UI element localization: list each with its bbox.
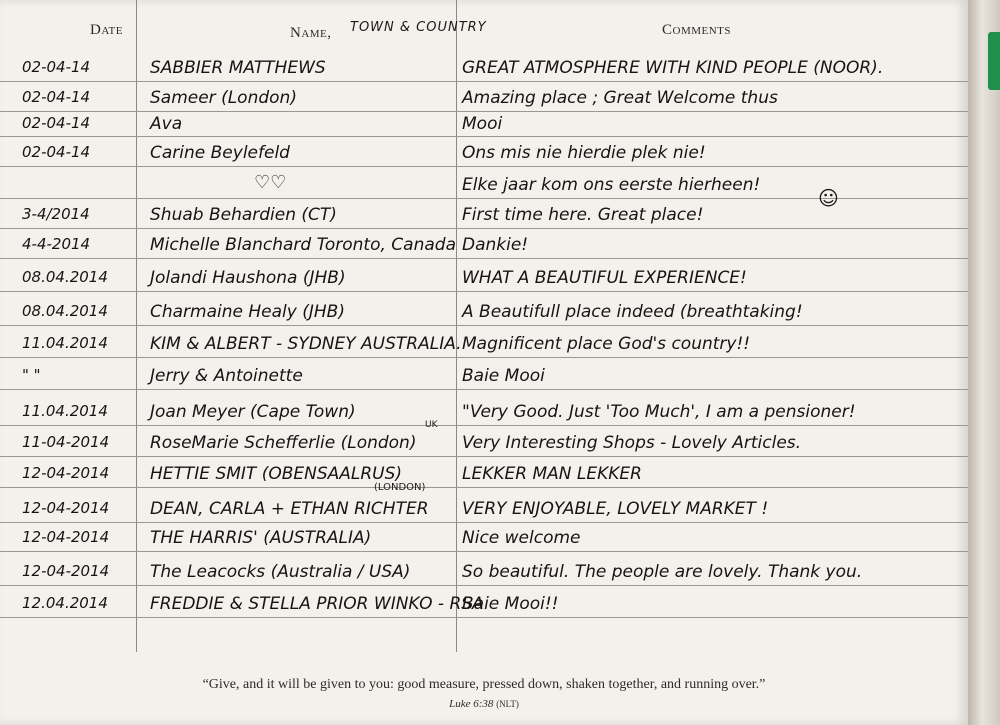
entry-row xyxy=(0,52,968,82)
entry-comment: Dankie! xyxy=(462,235,529,255)
entry-comment: GREAT ATMOSPHERE WITH KIND PEOPLE (NOOR). xyxy=(462,58,884,78)
entry-comment: Ons mis nie hierdie plek nie! xyxy=(462,143,706,163)
entry-comment: "Very Good. Just 'Too Much', I am a pensioner! xyxy=(462,402,856,422)
header-name: Name, xyxy=(290,25,332,41)
entry-row xyxy=(0,326,968,358)
book-page-edge xyxy=(968,0,1000,725)
scripture-version: (NLT) xyxy=(496,699,519,709)
column-header xyxy=(0,0,968,52)
entry-name: FREDDIE & STELLA PRIOR WINKO - RSA xyxy=(150,594,484,614)
entry-name: Shuab Behardien (CT) xyxy=(150,205,337,225)
entry-date: 12-04-2014 xyxy=(22,528,110,546)
scripture-quote: “Give, and it will be given to you: good measure, pressed down, shaken together, and running over.” xyxy=(202,677,766,692)
entry-name: Joan Meyer (Cape Town) xyxy=(150,402,356,422)
entry-row xyxy=(0,488,968,523)
green-bookmark-tab xyxy=(988,32,1000,90)
entry-comment: WHAT A BEAUTIFUL EXPERIENCE! xyxy=(462,268,747,288)
entry-date: 4-4-2014 xyxy=(22,235,91,253)
entry-comment: First time here. Great place! xyxy=(462,205,704,225)
entry-name: THE HARRIS' (AUSTRALIA) xyxy=(150,528,372,548)
entry-date: 02-04-14 xyxy=(22,58,91,76)
entry-row xyxy=(0,229,968,259)
entry-name: RoseMarie Schefferlie (London) xyxy=(150,433,417,453)
entry-date: 3-4/2014 xyxy=(22,205,90,223)
entry-name: Carine Beylefeld xyxy=(150,143,290,163)
entry-name: Sameer (London) xyxy=(150,88,297,108)
entry-date: 08.04.2014 xyxy=(22,268,108,286)
entry-row xyxy=(0,426,968,457)
entry-row xyxy=(0,457,968,488)
heart-doodle: ♡♡ xyxy=(254,172,287,193)
entry-name: Jerry & Antoinette xyxy=(150,366,303,386)
entry-row xyxy=(0,523,968,552)
entry-comment: Amazing place ; Great Welcome thus xyxy=(462,88,778,108)
scripture-ref: Luke 6:38 xyxy=(449,698,494,710)
scripture-reference xyxy=(0,698,968,710)
entry-date: 02-04-14 xyxy=(22,88,91,106)
entry-comment: So beautiful. The people are lovely. Thank you. xyxy=(462,562,863,582)
entry-comment: Baie Mooi!! xyxy=(462,594,559,614)
entry-date: 12-04-2014 xyxy=(22,499,110,517)
entry-date: " " xyxy=(22,366,41,384)
entry-row xyxy=(0,586,968,618)
entry-comment: Baie Mooi xyxy=(462,366,545,386)
entry-comment: Mooi xyxy=(462,114,503,134)
entry-name: Michelle Blanchard Toronto, Canada xyxy=(150,235,456,255)
entry-date: 12.04.2014 xyxy=(22,594,108,612)
entry-row xyxy=(0,112,968,137)
entry-row xyxy=(0,552,968,586)
entry-name: Ava xyxy=(150,114,183,134)
header-comments: Comments xyxy=(662,22,732,38)
entry-comment: Magnificent place God's country!! xyxy=(462,334,751,354)
entry-comment: VERY ENJOYABLE, LOVELY MARKET ! xyxy=(462,499,769,519)
entry-row xyxy=(0,292,968,326)
entry-row xyxy=(0,358,968,390)
entry-name: The Leacocks (Australia / USA) xyxy=(150,562,411,582)
entry-date: 08.04.2014 xyxy=(22,302,108,320)
entry-name: Jolandi Haushona (JHB) xyxy=(150,268,346,288)
entry-name: DEAN, CARLA + ETHAN RICHTER xyxy=(150,499,429,519)
entry-date: 11.04.2014 xyxy=(22,402,108,420)
header-name-handwritten: TOWN & COUNTRY xyxy=(350,20,487,35)
entry-comment: A Beautifull place indeed (breathtaking! xyxy=(462,302,803,322)
entry-name: SABBIER MATTHEWS xyxy=(150,58,326,78)
entry-comment: LEKKER MAN LEKKER xyxy=(462,464,642,484)
entry-comment: Nice welcome xyxy=(462,528,581,548)
entry-date: 12-04-2014 xyxy=(22,562,110,580)
entry-date: 12-04-2014 xyxy=(22,464,110,482)
annotation-london: (LONDON) xyxy=(374,482,426,493)
entry-date: 02-04-14 xyxy=(22,114,91,132)
entry-name: HETTIE SMIT (OBENSAALRUS) xyxy=(150,464,403,484)
annotation-uk: UK xyxy=(425,420,438,430)
entry-comment: Very Interesting Shops - Lovely Articles. xyxy=(462,433,802,453)
entry-row xyxy=(0,390,968,426)
entry-row xyxy=(0,137,968,167)
entry-name: KIM & ALBERT - SYDNEY AUSTRALIA. xyxy=(150,334,462,354)
entry-date: 11-04-2014 xyxy=(22,433,110,451)
entry-date: 02-04-14 xyxy=(22,143,91,161)
smiley-doodle: ☺ xyxy=(818,186,839,210)
entry-comment: Elke jaar kom ons eerste hierheen! xyxy=(462,175,761,195)
entry-name: Charmaine Healy (JHB) xyxy=(150,302,345,322)
entry-date: 11.04.2014 xyxy=(22,334,108,352)
header-date: Date xyxy=(90,22,123,38)
entry-row xyxy=(0,82,968,112)
entry-row xyxy=(0,259,968,292)
